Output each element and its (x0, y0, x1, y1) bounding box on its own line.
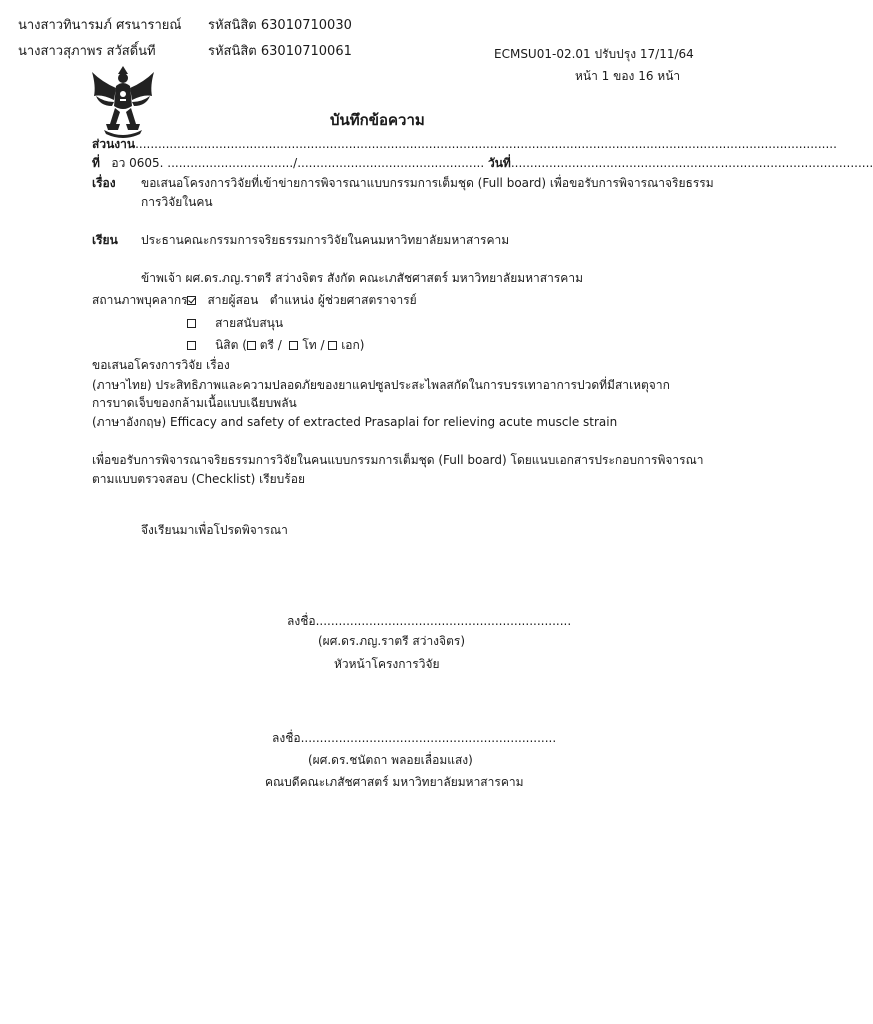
thai-title-line-2: การบาดเจ็บของกล้ามเนื้อแบบเฉียบพลัน (92, 396, 297, 410)
signature-2-label: ลงชื่อ (272, 731, 301, 745)
student-option-label: นิสิต ( (215, 338, 247, 352)
memo-title: บันทึกข้อความ (330, 111, 425, 129)
signature-1-role: หัวหน้าโครงการวิจัย (334, 657, 440, 671)
student-2-name: นางสาวสุภาพร สวัสดิ์นที (18, 44, 156, 59)
subject-line-2: การวิจัยในคน (141, 195, 213, 209)
instructor-checkbox[interactable] (187, 296, 196, 305)
page-number: หน้า 1 ของ 16 หน้า (575, 69, 681, 83)
to-value: ประธานคณะกรรมการจริยธรรมการวิจัยในคนมหาวิทยาลัยมหาสารคาม (141, 233, 510, 247)
student-2-id: รหัสนิสิต 63010710061 (208, 44, 352, 59)
support-checkbox[interactable] (187, 319, 196, 328)
position-text: ตำแหน่ง ผู้ช่วยศาสตราจารย์ (269, 293, 417, 307)
ref-value: อว 0605. ................................./................................................. (111, 156, 485, 170)
subject-line-1: ขอเสนอโครงการวิจัยที่เข้าข่ายการพิจารณาแบบกรรมการเต็มชุด (Full board) เพื่อขอรับการพิจารณาจริยธรรม (141, 176, 714, 190)
doctor-checkbox[interactable] (328, 341, 337, 350)
bachelor-option-label: ตรี / (259, 338, 282, 352)
student-checkbox[interactable] (187, 341, 196, 350)
support-option-label: สายสนับสนุน (215, 316, 284, 330)
student-1-id: รหัสนิสิต 63010710030 (208, 18, 352, 33)
signature-2-name: (ผศ.ดร.ชนัตถา พลอยเลื่อมแสง) (308, 753, 473, 767)
bachelor-checkbox[interactable] (247, 341, 256, 350)
signature-1-label: ลงชื่อ (287, 614, 316, 628)
signature-1-dots: ................................................................... (315, 614, 572, 628)
student-1-name: นางสาวทินารมภ์ ศรนารายณ์ (18, 18, 182, 33)
thai-title-line-1: (ภาษาไทย) ประสิทธิภาพและความปลอดภัยของยาแคปซูลประสะไพลสกัดในการบรรเทาอาการปวดที่มีสาเหตุจาก (92, 378, 670, 392)
ref-label: ที่ (92, 156, 100, 170)
request-line-1: เพื่อขอรับการพิจารณาจริยธรรมการวิจัยในคนแบบกรรมการเต็มชุด (Full board) โดยแนบเอกสารประกอบการพิจารณา (92, 453, 704, 467)
agency-dots: ........................................................................................................................................................................................ (135, 137, 837, 151)
signature-1-name: (ผศ.ดร.ภญ.ราตรี สว่างจิตร) (318, 634, 465, 648)
signature-2-role: คณบดีคณะเภสัชศาสตร์ มหาวิทยาลัยมหาสารคาม (265, 775, 524, 789)
project-intro: ขอเสนอโครงการวิจัย เรื่อง (92, 358, 230, 372)
english-title: (ภาษาอังกฤษ) Efficacy and safety of extracted Prasaplai for relieving acute muscle strain (92, 415, 618, 429)
instructor-option-label: สายผู้สอน (207, 293, 259, 307)
subject-label: เรื่อง (92, 176, 116, 190)
agency-label: ส่วนงาน (92, 137, 136, 151)
form-code: ECMSU01-02.01 ปรับปรุง 17/11/64 (494, 47, 694, 61)
closing-text: จึงเรียนมาเพื่อโปรดพิจารณา (141, 523, 288, 537)
request-line-2: ตามแบบตรวจสอบ (Checklist) เรียบร้อย (92, 472, 305, 486)
applicant-affiliation: สังกัด คณะเภสัชศาสตร์ มหาวิทยาลัยมหาสารคาม (327, 271, 583, 285)
date-dots: ............................................................................................... (510, 156, 873, 170)
date-label: วันที่ (487, 156, 511, 170)
garuda-emblem-icon (90, 66, 156, 140)
master-option-label: โท / (302, 338, 325, 352)
master-checkbox[interactable] (289, 341, 298, 350)
status-label: สถานภาพบุคลากร (92, 293, 188, 307)
doctor-option-label: เอก) (341, 338, 365, 352)
to-label: เรียน (92, 233, 118, 247)
applicant-name: ข้าพเจ้า ผศ.ดร.ภญ.ราตรี สว่างจิตร (141, 271, 324, 285)
signature-2-dots: ................................................................... (300, 731, 557, 745)
